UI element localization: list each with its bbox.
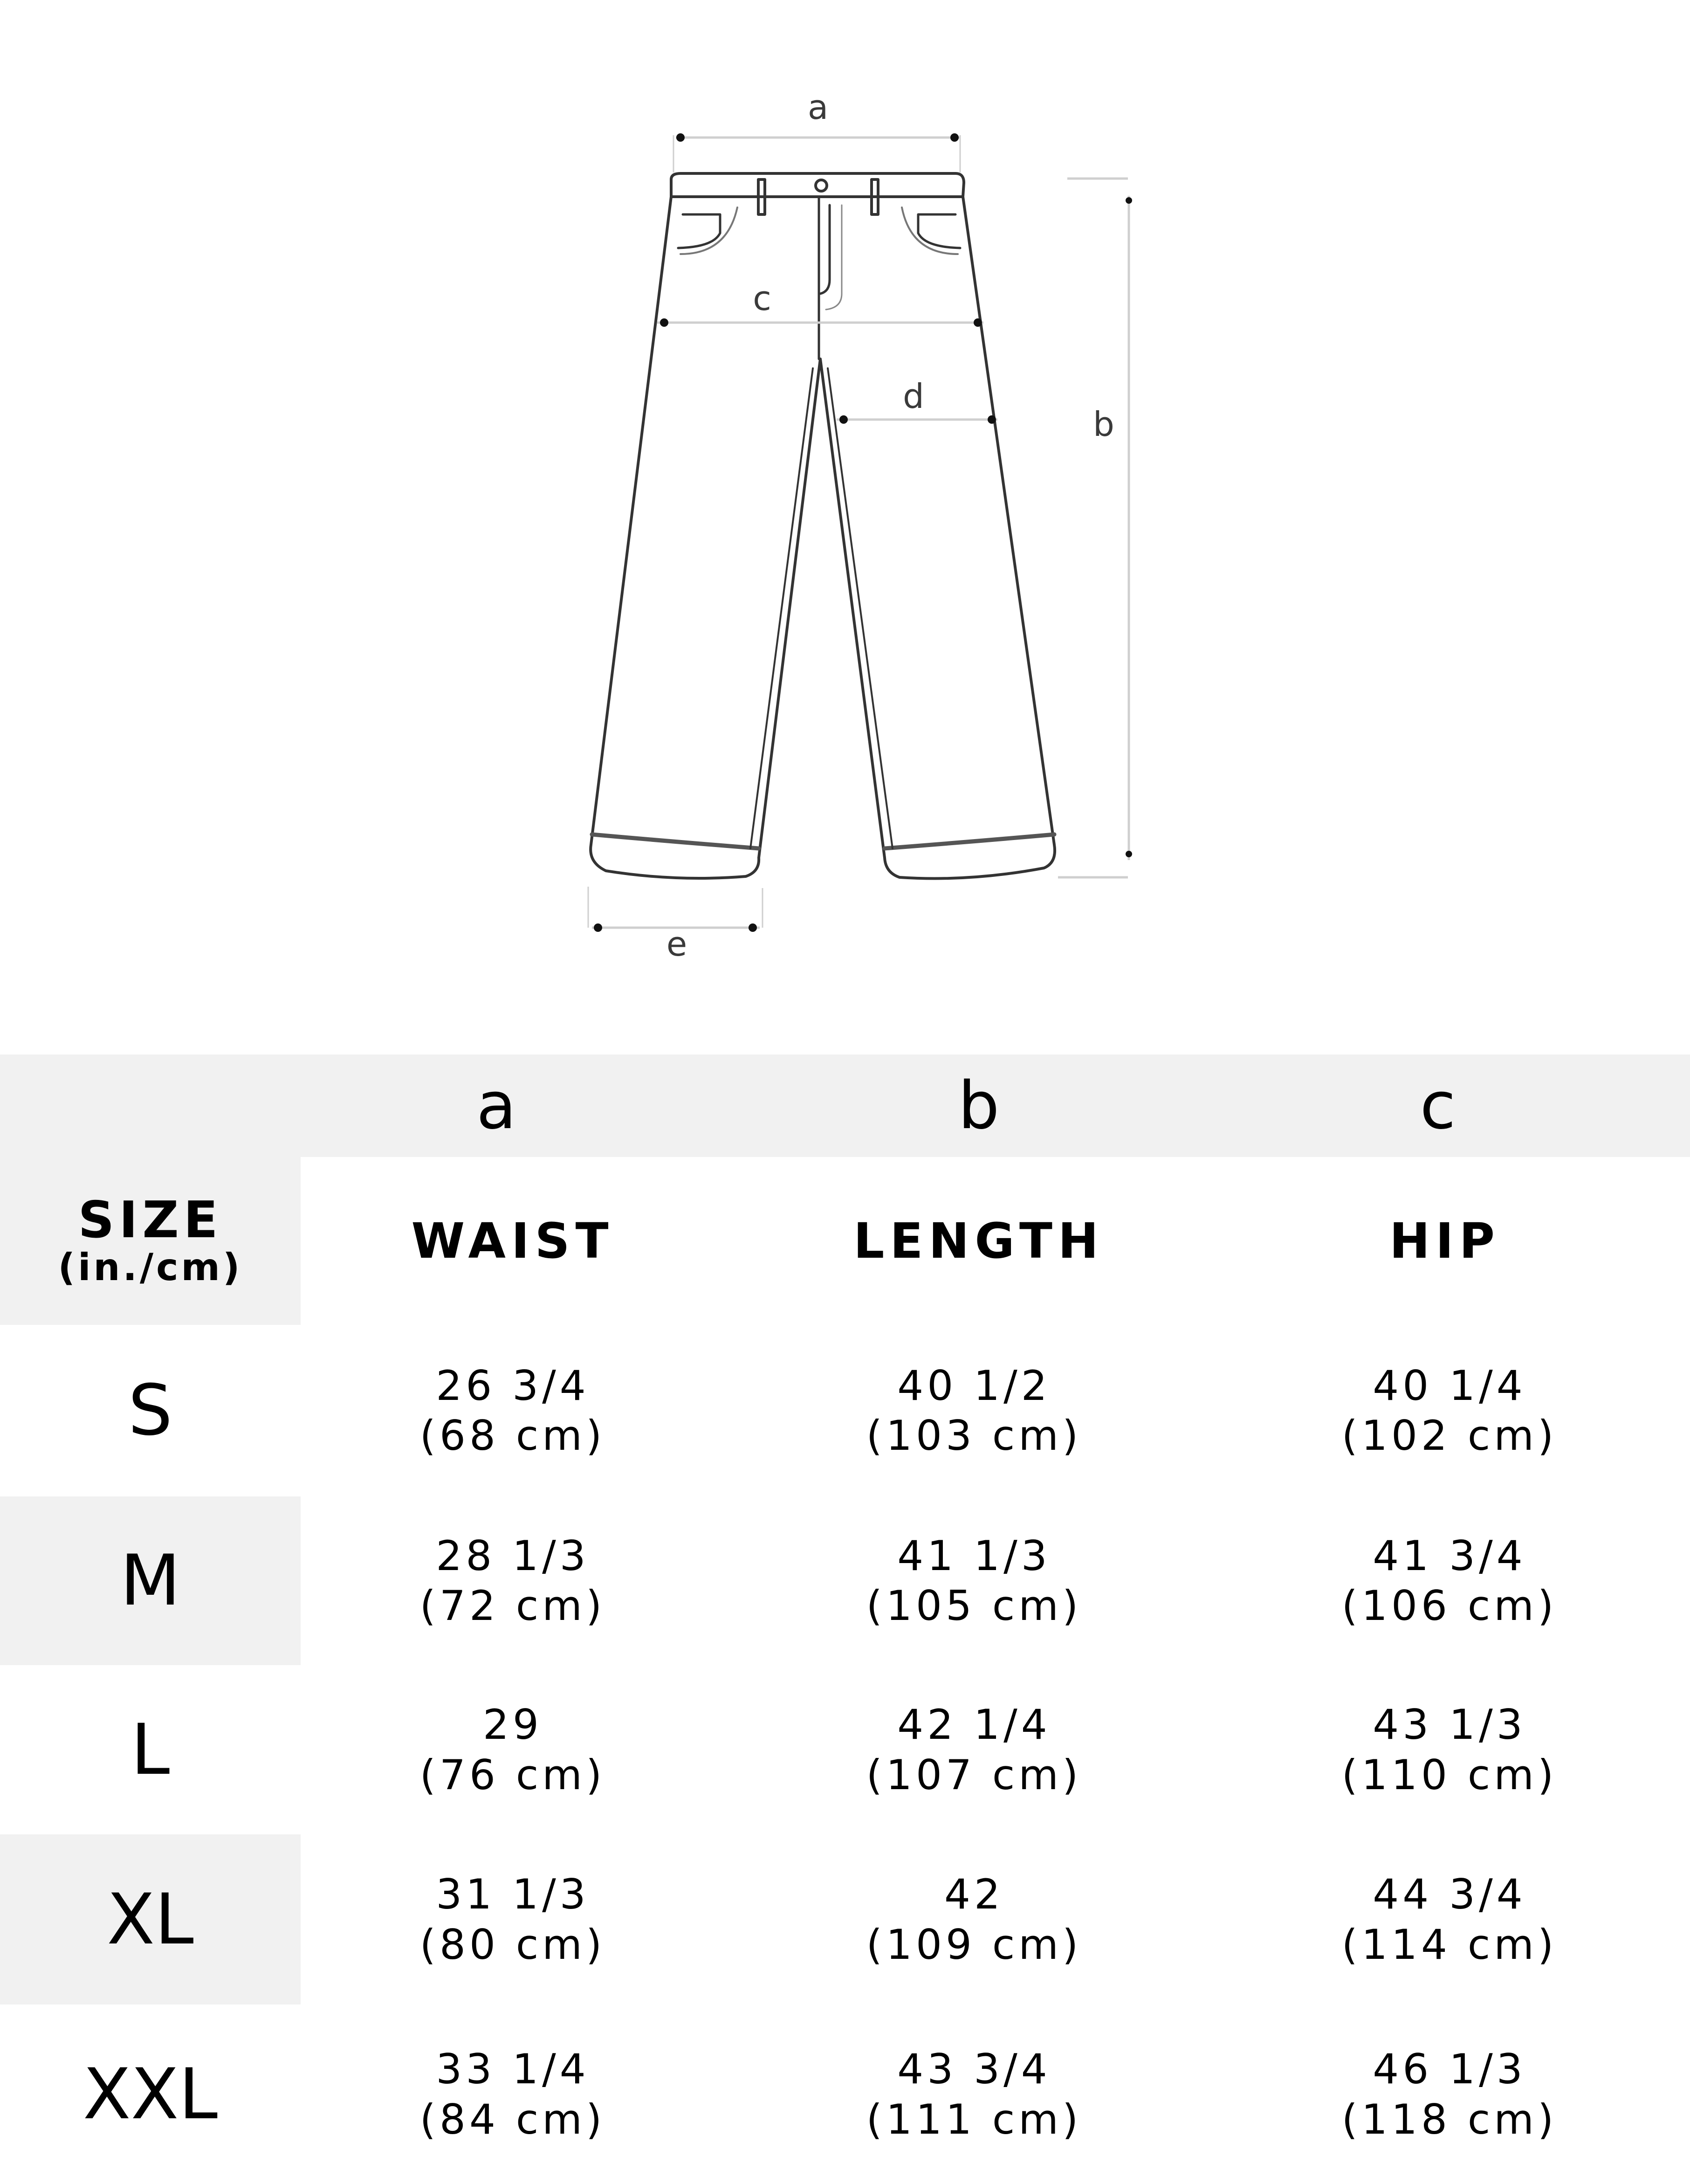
hip-in: 46 1/3 <box>1373 2045 1526 2094</box>
length-cell <box>764 1665 1184 1834</box>
size-label: XXL <box>82 2053 218 2135</box>
table-row-l <box>0 1665 1690 1834</box>
waist-cell <box>303 1665 722 1834</box>
size-column-header <box>0 1157 301 1325</box>
table-row-s <box>0 1325 1690 1496</box>
table-row-m <box>0 1496 1690 1665</box>
hip-cm: (114 cm) <box>1341 1920 1558 1969</box>
length-in: 40 1/2 <box>897 1361 1051 1410</box>
length-in: 43 3/4 <box>897 2045 1051 2094</box>
column-header-length: LENGTH <box>853 1213 1104 1269</box>
dim-label-a: a <box>807 88 829 127</box>
hip-cm: (110 cm) <box>1341 1750 1558 1799</box>
table-row-xl <box>0 1834 1690 2005</box>
waist-cell <box>303 2005 722 2184</box>
length-in: 42 1/4 <box>897 1701 1051 1749</box>
length-cell <box>764 1325 1184 1496</box>
length-in: 41 1/3 <box>897 1531 1051 1580</box>
hip-cell <box>1240 1834 1659 2005</box>
waist-in: 33 1/4 <box>436 2045 590 2094</box>
column-letter-a: a <box>476 1068 516 1144</box>
waist-in: 29 <box>483 1701 543 1749</box>
waist-in: 31 1/3 <box>436 1870 590 1919</box>
waist-in: 28 1/3 <box>436 1531 590 1580</box>
waist-cm: (72 cm) <box>419 1582 606 1630</box>
length-cell <box>764 2005 1184 2184</box>
length-cm: (105 cm) <box>866 1582 1082 1630</box>
waist-in: 26 3/4 <box>436 1361 590 1410</box>
hip-in: 41 3/4 <box>1373 1531 1526 1580</box>
length-cm: (109 cm) <box>866 1920 1082 1969</box>
size-label: L <box>131 1709 170 1791</box>
hip-cell <box>1240 2005 1659 2184</box>
waist-cm: (80 cm) <box>419 1920 606 1969</box>
length-cell <box>764 1496 1184 1665</box>
waist-cell <box>303 1325 722 1496</box>
dim-label-c: c <box>753 279 771 318</box>
hip-cm: (118 cm) <box>1341 2095 1558 2143</box>
waist-cm: (76 cm) <box>419 1750 606 1799</box>
dim-label-b: b <box>1093 405 1114 444</box>
length-cell <box>764 1834 1184 2005</box>
size-label: M <box>0 1496 301 1665</box>
column-header-waist: WAIST <box>411 1213 614 1269</box>
waist-cm: (68 cm) <box>419 1412 606 1460</box>
length-cm: (111 cm) <box>866 2095 1082 2143</box>
hip-cm: (106 cm) <box>1341 1582 1558 1630</box>
hip-cm: (102 cm) <box>1341 1412 1558 1460</box>
hip-cell <box>1240 1665 1659 1834</box>
waist-cm: (84 cm) <box>419 2095 606 2143</box>
waist-cell <box>303 1496 722 1665</box>
pants-outline-icon <box>0 0 1690 1054</box>
hip-in: 40 1/4 <box>1373 1361 1526 1410</box>
length-cm: (103 cm) <box>866 1412 1082 1460</box>
hip-cell <box>1240 1325 1659 1496</box>
column-header-hip: HIP <box>1389 1213 1500 1269</box>
pants-measurement-diagram <box>0 0 1690 1054</box>
column-letter-b: b <box>958 1068 1000 1144</box>
table-row-xxl <box>0 2005 1690 2184</box>
column-letter-c: c <box>1420 1068 1456 1144</box>
length-cm: (107 cm) <box>866 1750 1082 1799</box>
hip-in: 43 1/3 <box>1373 1701 1526 1749</box>
size-header-title: SIZE <box>78 1191 223 1250</box>
length-in: 42 <box>944 1870 1004 1919</box>
size-label: S <box>128 1370 173 1451</box>
size-label: XL <box>0 1834 301 2005</box>
waist-cell <box>303 1834 722 2005</box>
hip-cell <box>1240 1496 1659 1665</box>
size-header-unit: (in./cm) <box>58 1245 243 1289</box>
dim-label-d: d <box>903 377 924 416</box>
hip-in: 44 3/4 <box>1373 1870 1526 1919</box>
dim-label-e: e <box>666 924 687 964</box>
